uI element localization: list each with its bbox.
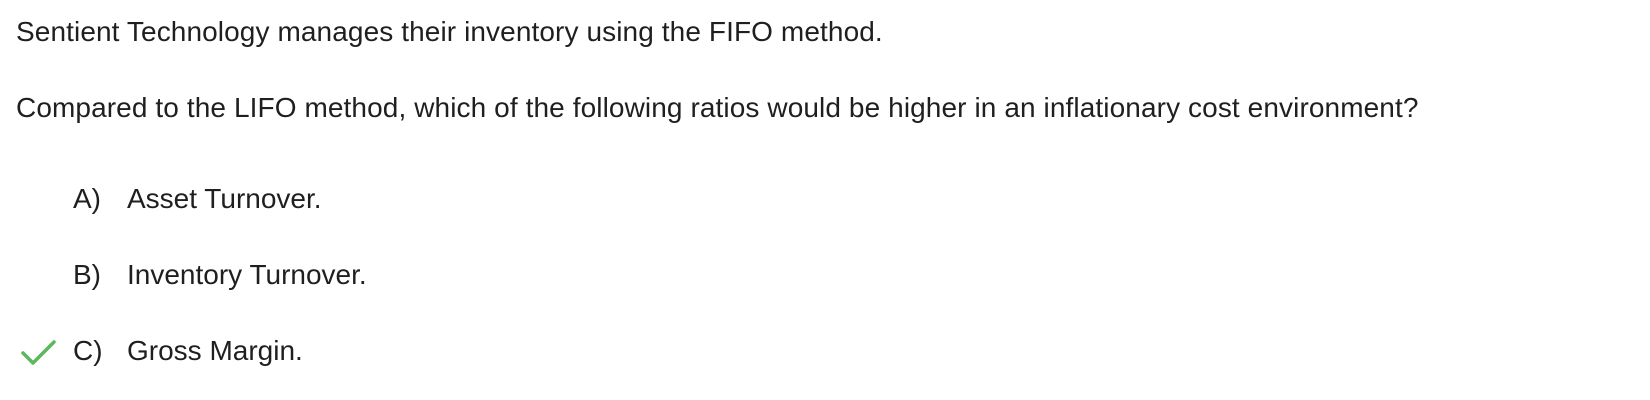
- checkmark-icon: [20, 338, 58, 368]
- option-letter: C): [73, 335, 103, 366]
- option-text: Asset Turnover.: [127, 183, 322, 214]
- option-letter: B): [73, 259, 101, 290]
- question-prompt: Compared to the LIFO method, which of the following ratios would be higher in an inflationary cost environment?: [16, 92, 1419, 123]
- option-text: Gross Margin.: [127, 335, 303, 366]
- question-intro: Sentient Technology manages their inventory using the FIFO method.: [16, 16, 883, 47]
- option-text: Inventory Turnover.: [127, 259, 367, 290]
- option-letter: A): [73, 183, 101, 214]
